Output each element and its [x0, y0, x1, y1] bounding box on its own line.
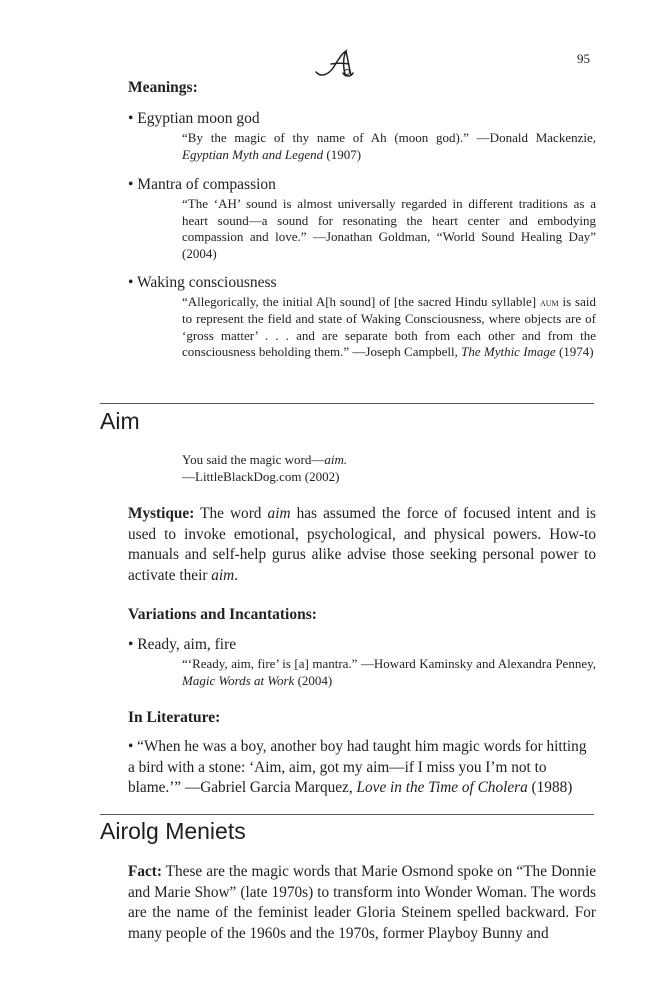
mystique-paragraph — [128, 504, 596, 586]
fact-paragraph — [128, 862, 596, 944]
source-year: (1974) — [555, 344, 594, 360]
variation-label: • Ready, aim, fire — [128, 636, 237, 653]
variation-quote — [182, 656, 596, 689]
variations-heading: Variations and Incantations: — [128, 606, 317, 623]
body-text: . — [234, 566, 239, 584]
source-year: (1907) — [323, 146, 362, 162]
quote-text: is said to represent the field and state of Waking Consciousness, where objects are of ‘gross matter’ . . . and are separate both from each other and from the consciousness beholding them.” —Joseph Campbell, — [182, 293, 596, 360]
ornamental-letter-a-icon — [313, 48, 357, 78]
literature-heading: In Literature: — [128, 709, 221, 727]
quote-smallcaps: aum — [539, 296, 559, 309]
entry-title-airolg-meniets: Airolg Meniets — [100, 818, 246, 844]
airolg-entry — [128, 862, 596, 944]
meaning-label: • Egyptian moon god — [128, 110, 260, 127]
body-italic: aim — [211, 566, 235, 584]
epigraph-line — [182, 451, 596, 468]
quote-text: • “When he was a boy, another boy had taught him magic words for hitting a bird with a stone: ‘Aim, aim, got my aim—if I miss you I’m not to blame.’” —Gabriel Garcia Marquez, — [128, 738, 587, 797]
entry-divider — [100, 403, 594, 404]
aim-entry — [128, 451, 596, 799]
epigraph-italic: aim. — [324, 452, 348, 467]
source-title: Egyptian Myth and Legend — [182, 146, 324, 162]
source-year: (1988) — [527, 779, 573, 797]
meaning-quote — [182, 130, 596, 163]
literature-quote — [128, 737, 596, 799]
epigraph-text: You said the magic word— — [182, 452, 325, 467]
quote-text: “Allegorically, the initial A[h sound] of [the sacred Hindu syllable] — [182, 293, 540, 309]
body-text: The word — [194, 505, 268, 522]
meaning-label: • Waking consciousness — [128, 273, 277, 291]
meanings-heading: Meanings: — [128, 79, 198, 96]
source-title: Magic Words at Work — [182, 672, 295, 688]
ah-entry — [128, 79, 596, 361]
entry-title-aim: Aim — [100, 408, 140, 434]
source-year: (2004) — [294, 672, 333, 688]
entry-divider — [100, 814, 594, 815]
meaning-label: • Mantra of compassion — [128, 176, 276, 194]
meaning-item — [128, 273, 596, 361]
body-italic: aim — [267, 505, 291, 522]
meaning-item — [128, 109, 596, 163]
meaning-quote: “The ‘AH’ sound is almost universally regarded in different traditions as a heart sound—a sound for resonating the heart center and embodying compassion and love.” —Jonathan Goldman, “World Sound Healing Day” (2004) — [182, 196, 596, 261]
epigraph-attribution: —LittleBlackDog.com (2002) — [182, 469, 340, 484]
page-number: 95 — [577, 51, 590, 66]
source-title: Love in the Time of Cholera — [356, 779, 528, 797]
variation-item — [128, 635, 596, 689]
source-title: The Mythic Image — [461, 344, 556, 360]
fact-label: Fact: — [128, 863, 162, 880]
body-text: has assumed the force of focused intent and is used to invoke emotional, psychological, and physical powers. How-to manuals and self-help gurus alike advise those seeking personal power to activate their — [128, 505, 596, 584]
quote-text: “By the magic of thy name of Ah (moon god).” —Donald Mackenzie, — [182, 130, 596, 145]
meaning-quote — [182, 294, 596, 361]
body-text: These are the magic words that Marie Osmond spoke on “The Donnie and Marie Show” (late 1970s) to transform into Wonder Woman. The words are the name of the feminist leader Gloria Steinem spelled backward. For many people of the 1960s and the 1970s, former Playboy Bunny and — [128, 863, 596, 942]
meaning-item — [128, 175, 596, 262]
mystique-label: Mystique: — [128, 505, 195, 522]
quote-text: “‘Ready, aim, fire’ is [a] mantra.” —Howard Kaminsky and Alexandra Penney, — [182, 656, 596, 671]
